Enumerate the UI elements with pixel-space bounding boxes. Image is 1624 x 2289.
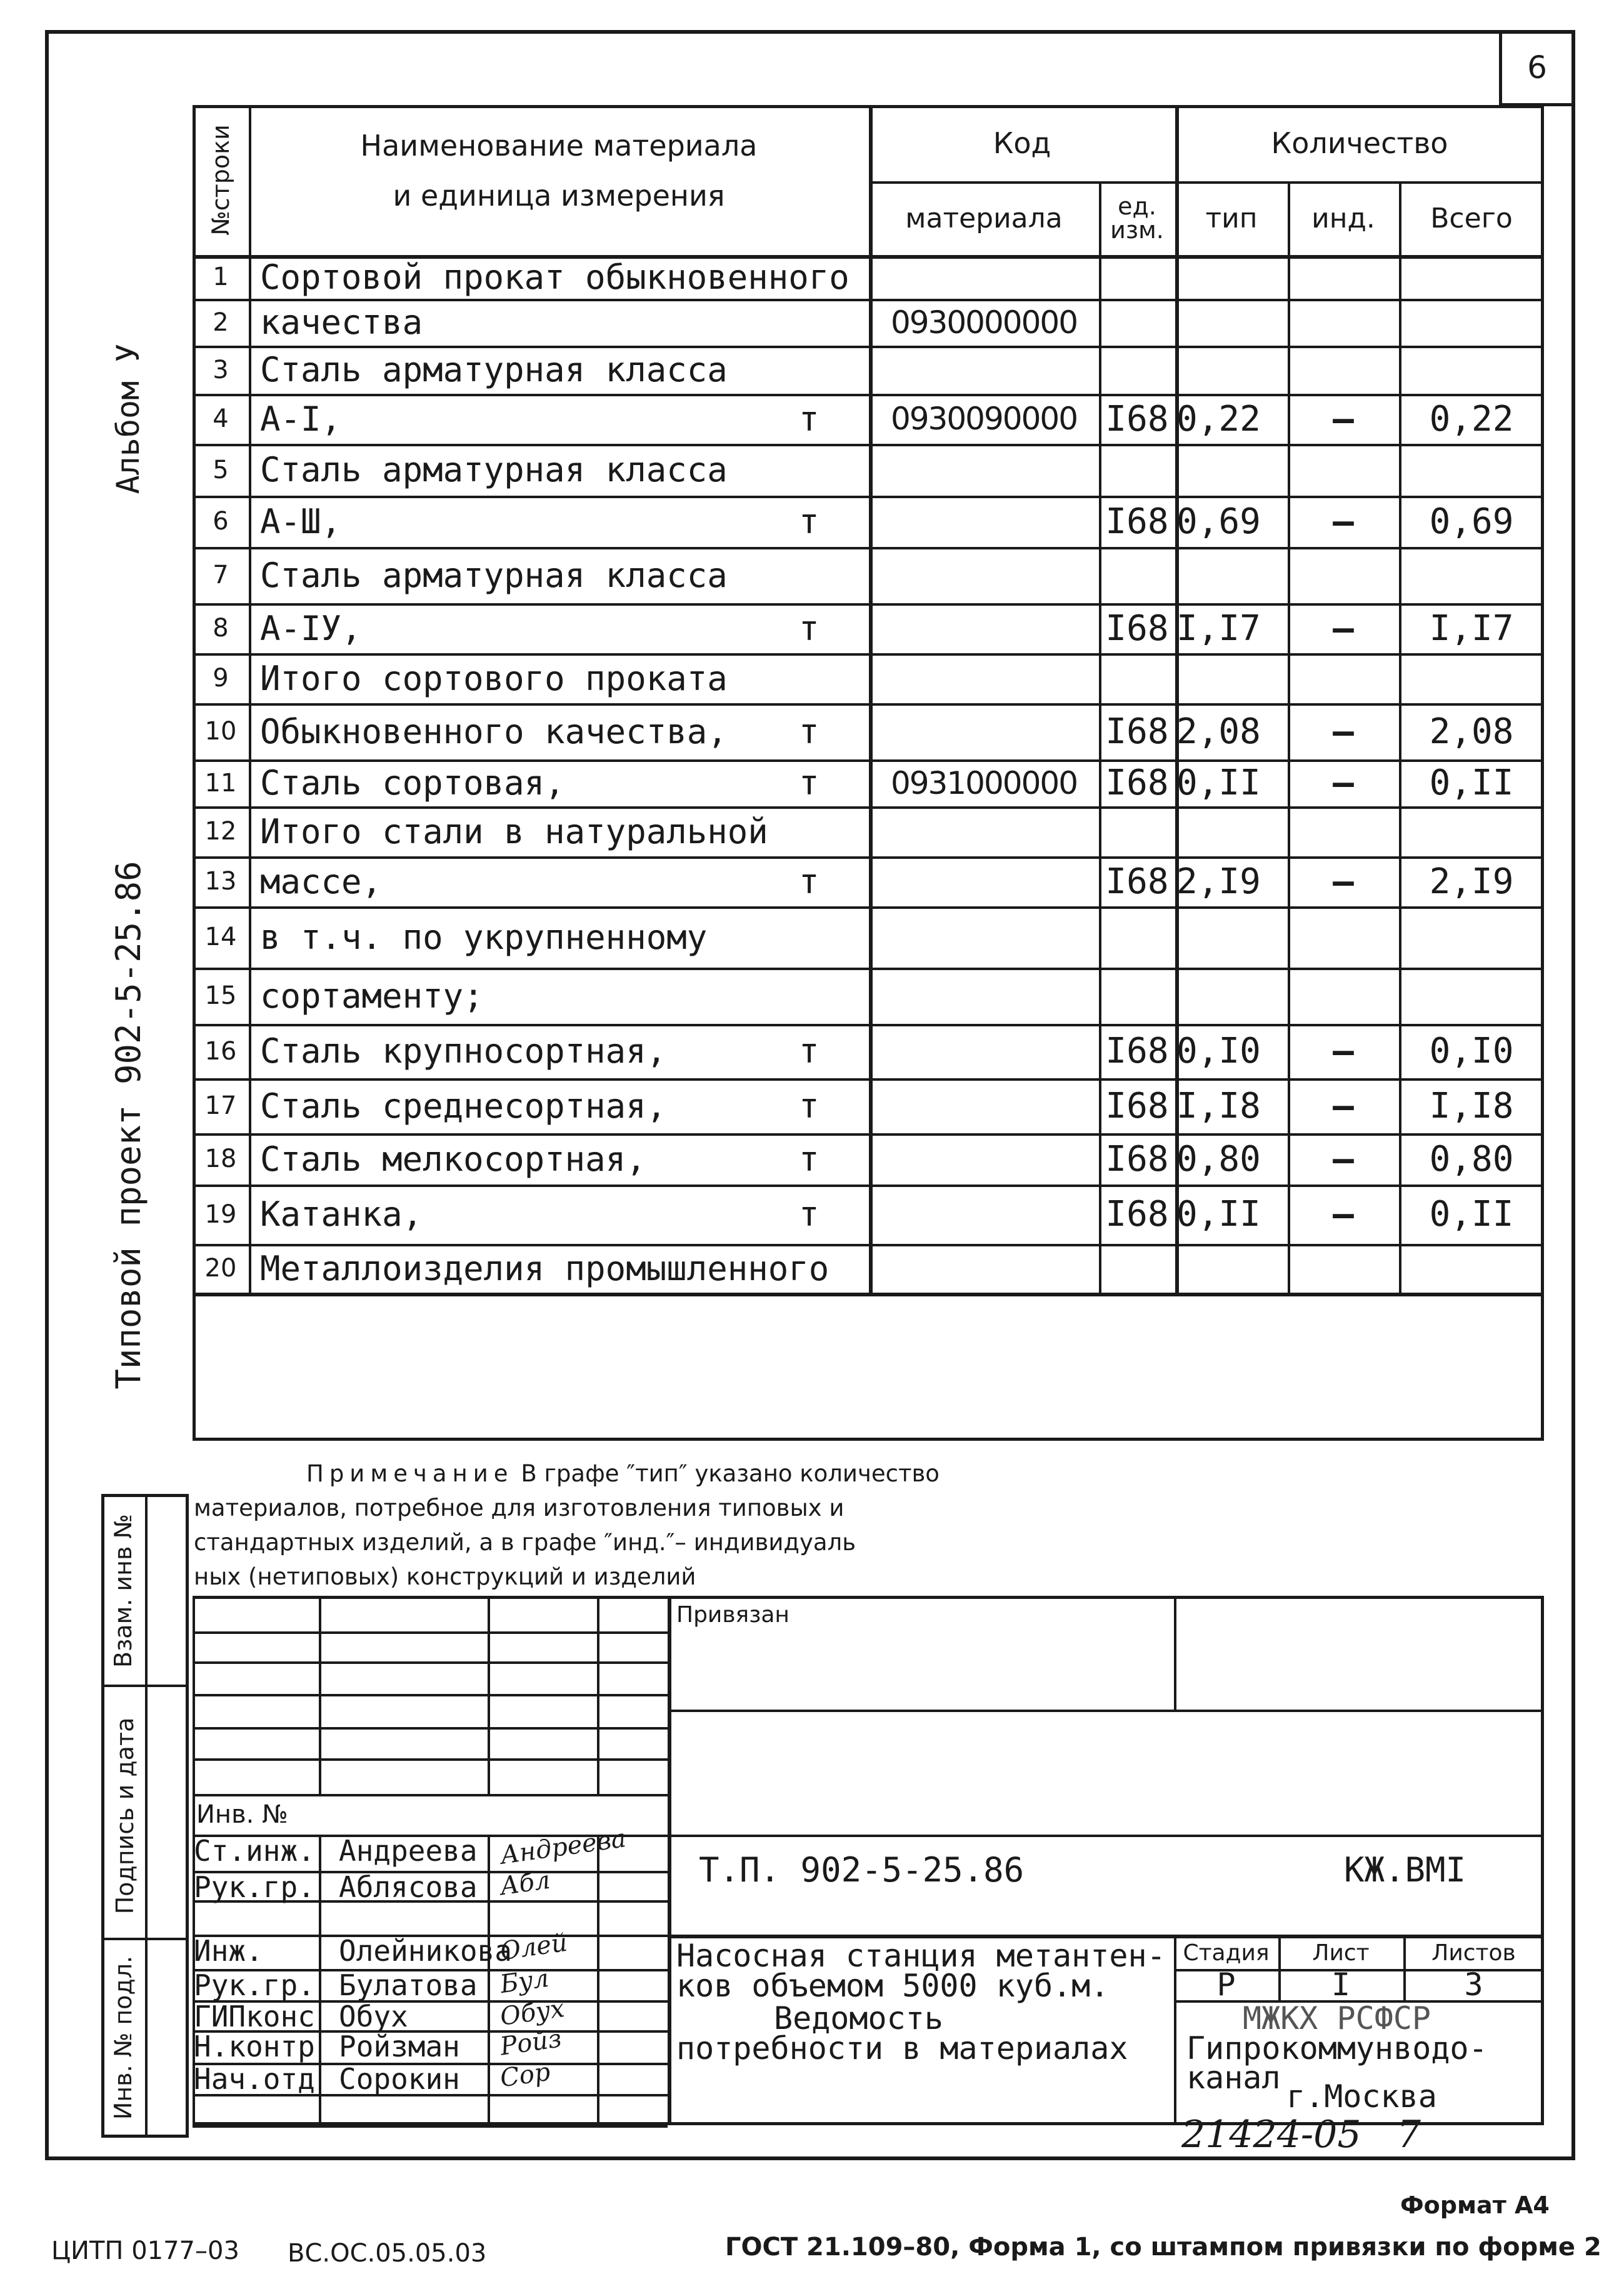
staff-signature: Сор	[498, 2057, 553, 2093]
header-qty-typ: тип	[1205, 202, 1258, 234]
header-qty-total: Всего	[1430, 202, 1513, 234]
sheets-label: Листов	[1431, 1940, 1516, 1966]
row-number: 6	[213, 507, 229, 536]
staff-signature: Абл	[498, 1865, 552, 1901]
row-unit-code: I68	[1105, 1138, 1169, 1180]
row-number: 19	[204, 1200, 237, 1229]
staff-name: Олейникова	[339, 1934, 512, 1968]
row-qty-total: 0,II	[1429, 763, 1514, 803]
row-name: Итого стали в натуральной	[260, 811, 768, 851]
stage-value: Р	[1216, 1966, 1236, 2003]
row-number: 20	[204, 1254, 237, 1283]
row-unit: т	[799, 861, 820, 901]
row-number: 7	[213, 561, 229, 589]
footer-code-2: ВС.ОС.05.05.03	[288, 2239, 487, 2268]
staff-name: Ройзман	[339, 2030, 460, 2063]
header-row-no: №строки	[207, 124, 234, 236]
row-number: 9	[213, 664, 229, 693]
row-qty-total: 0,II	[1429, 1194, 1514, 1235]
row-number: 5	[213, 455, 229, 484]
row-code: 0931000000	[890, 764, 1078, 801]
org-line-1: МЖКХ РСФСР	[1243, 2000, 1431, 2036]
row-qty-total: 2,I9	[1429, 861, 1514, 902]
sheet-corner-number: 6	[1527, 49, 1547, 86]
row-name: Сталь крупносортная,	[260, 1031, 667, 1071]
row-qty-typ: 0,II	[1176, 763, 1261, 803]
row-number: 18	[204, 1144, 237, 1173]
note-text-2: материалов, потребное для изготовления типовых и	[194, 1495, 845, 1521]
row-name: массе,	[260, 861, 383, 901]
row-number: 10	[204, 717, 237, 746]
row-unit: т	[799, 399, 820, 439]
row-qty-ind: –	[1333, 1138, 1354, 1180]
row-name: А-IУ,	[260, 608, 362, 648]
note	[194, 1456, 1319, 1594]
row-qty-ind: –	[1333, 608, 1354, 649]
row-unit-code: I68	[1105, 1194, 1169, 1235]
row-name: Металлоизделия промышленного	[260, 1248, 830, 1288]
staff-name: Андреева	[339, 1834, 478, 1868]
row-unit: т	[799, 1195, 820, 1234]
footer-code-1: ЦИТП 0177–03	[51, 2236, 239, 2265]
staff-signature: Олей	[498, 1928, 569, 1966]
row-qty-total: 0,69	[1429, 501, 1514, 542]
sheets-value: 3	[1464, 1966, 1483, 2003]
header-name-2: и единица измерения	[393, 179, 725, 213]
row-qty-typ: 0,80	[1176, 1138, 1261, 1180]
row-name: качества	[260, 303, 423, 342]
staff-name: Аблясова	[339, 1870, 478, 1904]
row-unit: т	[799, 763, 820, 803]
row-number: 16	[204, 1036, 237, 1066]
sheet-value: I	[1331, 1966, 1351, 2003]
note-label: Примечание	[306, 1460, 514, 1487]
staff-signature: Андреева	[498, 1824, 628, 1870]
row-qty-ind: –	[1333, 1031, 1354, 1071]
header-code: Код	[993, 126, 1051, 160]
row-name: Сталь арматурная класса	[260, 350, 728, 389]
row-name: Сталь мелкосортная,	[260, 1139, 646, 1179]
staff-role: Н.контр	[194, 2030, 315, 2063]
doc-title-4: потребности в материалах	[676, 2030, 1128, 2066]
row-name: сортаменту;	[260, 976, 484, 1016]
row-number: 1	[213, 263, 229, 291]
staff-signature: Ройз	[498, 2024, 564, 2061]
row-number: 8	[213, 614, 229, 643]
row-unit: т	[799, 1086, 820, 1126]
row-name: Итого сортового проката	[260, 658, 728, 698]
row-name: Катанка,	[260, 1195, 423, 1234]
row-number: 3	[213, 355, 229, 384]
podpis-data-label: Подпись и дата	[111, 1717, 139, 1915]
row-number: 13	[204, 867, 237, 896]
header-qty-ind: инд.	[1311, 202, 1375, 234]
row-qty-typ: 0,69	[1176, 501, 1261, 542]
row-qty-typ: 0,22	[1176, 398, 1261, 439]
staff-role: Нач.отд	[194, 2062, 315, 2096]
row-number: 17	[204, 1091, 237, 1120]
staff-role: Рук.гр.	[194, 1870, 315, 1904]
header-code-unit: ед. изм.	[1110, 193, 1164, 244]
doc-mark: КЖ.ВМI	[1344, 1850, 1466, 1890]
row-qty-ind: –	[1333, 1194, 1354, 1235]
staff-name: Сорокин	[339, 2062, 460, 2096]
note-text-3: стандартных изделий, а в графе ″инд.″– индивидуаль	[194, 1529, 856, 1556]
format-label: Формат А4	[1400, 2191, 1550, 2219]
row-qty-total: 0,I0	[1429, 1031, 1514, 1071]
row-name: Сталь среднесортная,	[260, 1086, 667, 1126]
row-qty-typ: 2,08	[1176, 711, 1261, 752]
row-qty-total: 2,08	[1429, 711, 1514, 752]
footer-gost: ГОСТ 21.109–80, Форма 1, со штампом привязки по форме 2	[725, 2233, 1601, 2261]
row-name: в т.ч. по укрупненному	[260, 917, 708, 957]
staff-name: Обух	[339, 2000, 408, 2033]
row-number: 12	[204, 817, 237, 846]
row-unit-code: I68	[1105, 1085, 1169, 1126]
row-name: А-Ш,	[260, 501, 342, 541]
inv-no-label: Инв. №	[196, 1800, 288, 1829]
row-unit-code: I68	[1105, 1031, 1169, 1071]
row-qty-total: I,I8	[1429, 1085, 1514, 1126]
row-qty-total: 0,80	[1429, 1138, 1514, 1180]
doc-code: Т.П. 902-5-25.86	[699, 1850, 1025, 1890]
row-name: Сталь арматурная класса	[260, 555, 728, 595]
staff-role: Инж.	[194, 1934, 263, 1968]
row-unit: т	[799, 1031, 820, 1071]
row-code: 0930000000	[890, 304, 1078, 341]
row-qty-typ: 0,I0	[1176, 1031, 1261, 1071]
inv-podl-label: Инв. № подл.	[109, 1955, 137, 2120]
doc-title-1: Насосная станция метантен-	[676, 1938, 1166, 1974]
row-name: Сортовой прокат обыкновенного	[260, 257, 850, 297]
header-name-1: Наименование материала	[360, 129, 758, 163]
row-name: Обыкновенного качества,	[260, 711, 728, 751]
staff-signature: Обух	[498, 1994, 566, 2031]
row-unit: т	[799, 711, 820, 751]
album-label: Альбом У	[110, 343, 146, 494]
row-number: 11	[204, 768, 237, 798]
row-qty-ind: –	[1333, 711, 1354, 752]
row-qty-total: 0,22	[1429, 398, 1514, 439]
row-qty-ind: –	[1333, 861, 1354, 902]
note-text-4: ных (нетиповых) конструкций и изделий	[194, 1563, 696, 1590]
sheet-label: Лист	[1312, 1940, 1370, 1966]
org-line-3b: г.Москва	[1286, 2078, 1437, 2115]
row-number: 4	[213, 404, 229, 433]
row-qty-ind: –	[1333, 501, 1354, 542]
header-code-material: материала	[905, 202, 1063, 234]
staff-role: Ст.инж.	[194, 1834, 315, 1868]
stage-label: Стадия	[1183, 1940, 1270, 1966]
row-unit-code: I68	[1105, 861, 1169, 902]
row-qty-typ: 0,II	[1176, 1194, 1261, 1235]
row-qty-ind: –	[1333, 1085, 1354, 1126]
row-number: 2	[213, 308, 229, 337]
row-unit-code: I68	[1105, 763, 1169, 803]
handwritten-number: 21424-05 7	[1181, 2113, 1421, 2156]
row-unit-code: I68	[1105, 398, 1169, 439]
org-line-2: Гипрокоммунводо-	[1186, 2030, 1488, 2066]
staff-role: ГИПконс	[194, 2000, 315, 2033]
row-qty-typ: 2,I9	[1176, 861, 1261, 902]
project-label: Типовой проект 902-5-25.86	[108, 861, 148, 1390]
vzam-inv-label: Взам. инв №	[109, 1514, 137, 1668]
row-number: 14	[204, 923, 237, 951]
row-unit-code: I68	[1105, 501, 1169, 542]
row-code: 0930090000	[890, 401, 1078, 437]
note-text-1: В графе ″тип″ указано количество	[521, 1460, 940, 1487]
row-name: А-I,	[260, 399, 342, 439]
doc-title-2: ков объемом 5000 куб.м.	[676, 1968, 1110, 2004]
privyazan-label: Привязан	[676, 1602, 789, 1628]
row-qty-typ: I,I8	[1176, 1085, 1261, 1126]
row-qty-total: I,I7	[1429, 608, 1514, 649]
row-qty-ind: –	[1333, 398, 1354, 439]
row-number: 15	[204, 981, 237, 1010]
row-name: Сталь арматурная класса	[260, 450, 728, 489]
row-name: Сталь сортовая,	[260, 763, 565, 803]
staff-signature: Бул	[498, 1963, 551, 2000]
staff-role: Рук.гр.	[194, 1968, 315, 2002]
row-unit: т	[799, 608, 820, 648]
staff-name: Булатова	[339, 1968, 478, 2002]
header-quantity: Количество	[1271, 126, 1448, 160]
row-unit-code: I68	[1105, 711, 1169, 752]
row-unit-code: I68	[1105, 608, 1169, 649]
org-line-3a: канал	[1186, 2060, 1281, 2096]
doc-title-3: Ведомость	[774, 2000, 943, 2036]
row-unit: т	[799, 501, 820, 541]
row-unit: т	[799, 1139, 820, 1179]
row-qty-ind: –	[1333, 763, 1354, 803]
row-qty-typ: I,I7	[1176, 608, 1261, 649]
